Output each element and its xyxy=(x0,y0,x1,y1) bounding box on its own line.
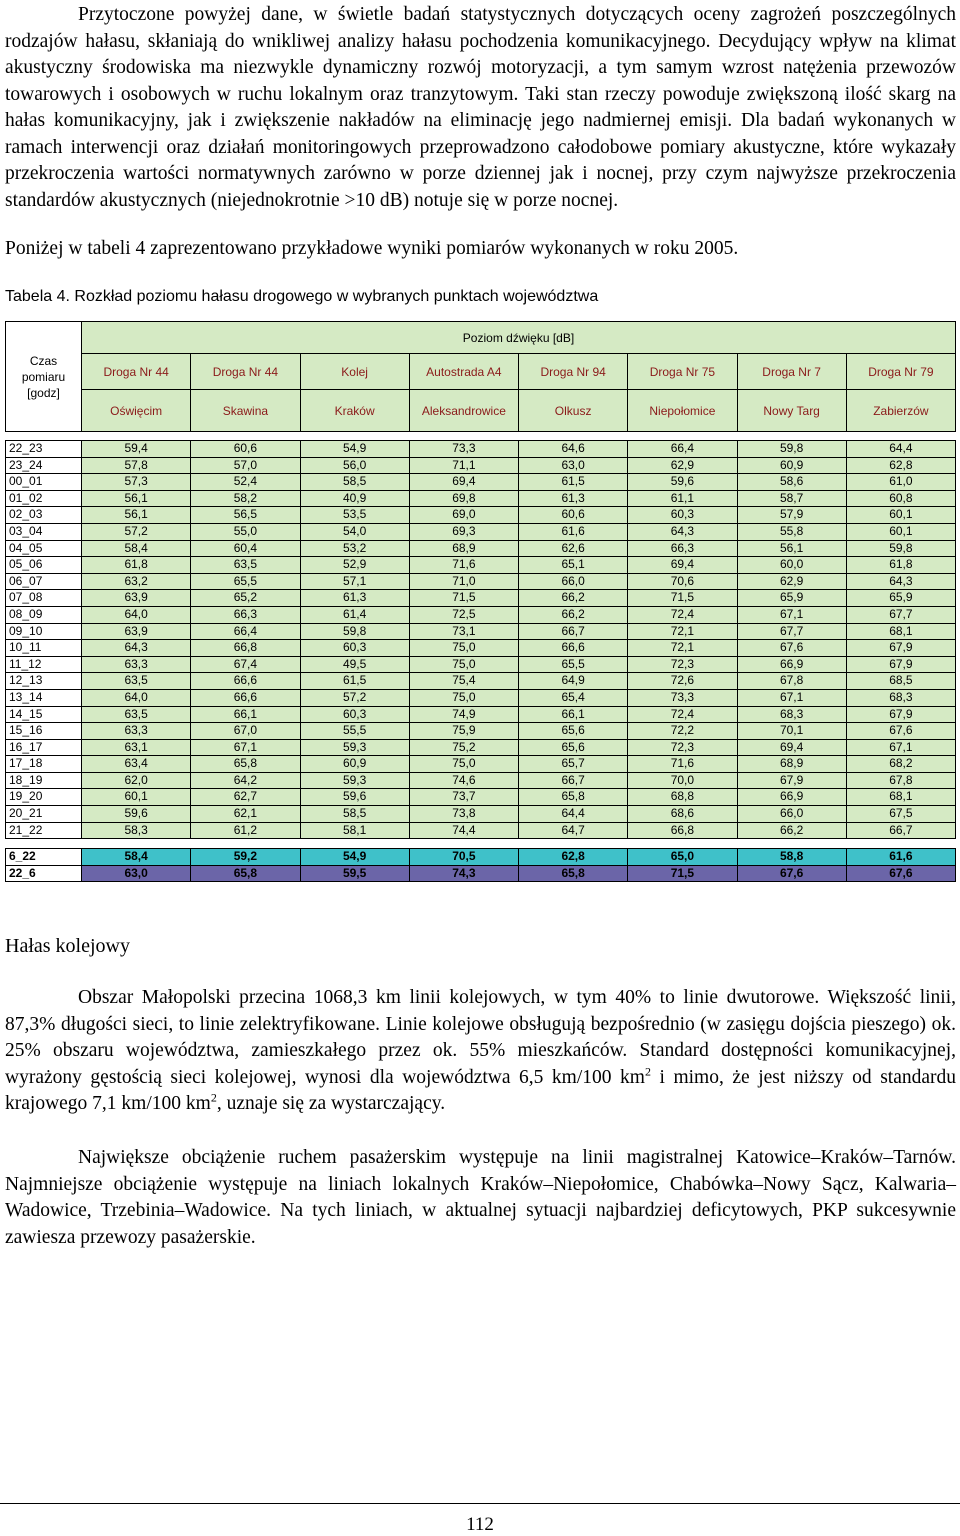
noise-value-cell: 59,6 xyxy=(628,474,737,491)
city-header: Skawina xyxy=(191,390,300,432)
noise-value-cell: 66,0 xyxy=(519,573,628,590)
noise-value-cell: 74,6 xyxy=(409,772,518,789)
noise-value-cell: 66,3 xyxy=(191,606,300,623)
noise-value-cell: 68,1 xyxy=(846,623,955,640)
footer-divider xyxy=(0,1503,960,1504)
noise-value-cell: 68,8 xyxy=(628,789,737,806)
noise-level-table xyxy=(5,321,956,882)
summary-value-cell: 74,3 xyxy=(409,865,518,882)
noise-value-cell: 71,0 xyxy=(409,573,518,590)
table-row xyxy=(6,623,956,640)
noise-value-cell: 67,6 xyxy=(737,640,846,657)
noise-value-cell: 58,3 xyxy=(82,822,191,839)
noise-value-cell: 66,0 xyxy=(737,806,846,823)
noise-value-cell: 53,2 xyxy=(300,540,409,557)
noise-value-cell: 63,4 xyxy=(82,756,191,773)
noise-value-cell: 60,6 xyxy=(519,507,628,524)
time-interval-cell: 00_01 xyxy=(6,474,82,491)
noise-value-cell: 63,9 xyxy=(82,623,191,640)
road-header: Droga Nr 44 xyxy=(191,354,300,390)
time-interval-cell: 08_09 xyxy=(6,606,82,623)
noise-value-cell: 61,8 xyxy=(82,557,191,574)
noise-value-cell: 66,7 xyxy=(519,623,628,640)
summary-value-cell: 63,0 xyxy=(82,865,191,882)
noise-value-cell: 66,9 xyxy=(737,656,846,673)
noise-value-cell: 59,4 xyxy=(82,441,191,458)
noise-value-cell: 71,5 xyxy=(628,590,737,607)
table-row xyxy=(6,772,956,789)
table-row xyxy=(6,540,956,557)
noise-value-cell: 69,8 xyxy=(409,490,518,507)
time-interval-cell: 22_23 xyxy=(6,441,82,458)
noise-value-cell: 57,1 xyxy=(300,573,409,590)
noise-value-cell: 63,3 xyxy=(82,656,191,673)
noise-value-cell: 63,1 xyxy=(82,739,191,756)
page-number: 112 xyxy=(466,1514,494,1535)
road-header: Droga Nr 75 xyxy=(628,354,737,390)
noise-value-cell: 72,4 xyxy=(628,606,737,623)
road-header: Droga Nr 94 xyxy=(519,354,628,390)
summary-value-cell: 58,8 xyxy=(737,849,846,866)
noise-value-cell: 66,6 xyxy=(519,640,628,657)
noise-value-cell: 63,2 xyxy=(82,573,191,590)
table-spacer xyxy=(6,839,956,849)
noise-value-cell: 56,0 xyxy=(300,457,409,474)
noise-value-cell: 64,9 xyxy=(519,673,628,690)
noise-value-cell: 60,4 xyxy=(191,540,300,557)
noise-value-cell: 72,4 xyxy=(628,706,737,723)
noise-value-cell: 66,8 xyxy=(191,640,300,657)
noise-value-cell: 66,4 xyxy=(191,623,300,640)
noise-value-cell: 52,9 xyxy=(300,557,409,574)
noise-value-cell: 55,5 xyxy=(300,723,409,740)
summary-value-cell: 61,6 xyxy=(846,849,955,866)
noise-value-cell: 75,0 xyxy=(409,756,518,773)
noise-value-cell: 67,8 xyxy=(737,673,846,690)
noise-value-cell: 59,6 xyxy=(300,789,409,806)
noise-value-cell: 57,2 xyxy=(82,523,191,540)
summary-value-cell: 71,5 xyxy=(628,865,737,882)
noise-value-cell: 62,9 xyxy=(737,573,846,590)
summary-value-cell: 65,8 xyxy=(191,865,300,882)
noise-value-cell: 66,1 xyxy=(519,706,628,723)
noise-value-cell: 73,3 xyxy=(409,441,518,458)
noise-value-cell: 64,3 xyxy=(846,573,955,590)
time-header-line: [godz] xyxy=(27,385,60,400)
summary-period-cell: 22_6 xyxy=(6,865,82,882)
road-header: Droga Nr 44 xyxy=(82,354,191,390)
time-interval-cell: 05_06 xyxy=(6,557,82,574)
noise-value-cell: 73,8 xyxy=(409,806,518,823)
time-interval-cell: 12_13 xyxy=(6,673,82,690)
noise-value-cell: 52,4 xyxy=(191,474,300,491)
noise-value-cell: 57,8 xyxy=(82,457,191,474)
time-interval-cell: 20_21 xyxy=(6,806,82,823)
summary-value-cell: 70,5 xyxy=(409,849,518,866)
noise-value-cell: 65,8 xyxy=(519,789,628,806)
noise-value-cell: 63,0 xyxy=(519,457,628,474)
road-header: Droga Nr 7 xyxy=(737,354,846,390)
time-header xyxy=(6,322,82,432)
noise-value-cell: 72,3 xyxy=(628,739,737,756)
noise-value-cell: 58,2 xyxy=(191,490,300,507)
time-interval-cell: 04_05 xyxy=(6,540,82,557)
noise-value-cell: 67,9 xyxy=(846,706,955,723)
noise-value-cell: 64,2 xyxy=(191,772,300,789)
table-row xyxy=(6,806,956,823)
noise-value-cell: 69,4 xyxy=(628,557,737,574)
sound-level-header: Poziom dźwięku [dB] xyxy=(82,322,956,354)
table-row xyxy=(6,441,956,458)
table-row xyxy=(6,490,956,507)
table-row xyxy=(6,573,956,590)
noise-value-cell: 68,1 xyxy=(846,789,955,806)
noise-value-cell: 60,8 xyxy=(846,490,955,507)
superscript: 2 xyxy=(644,1064,651,1078)
road-header: Kolej xyxy=(300,354,409,390)
noise-value-cell: 67,8 xyxy=(846,772,955,789)
table-row xyxy=(6,673,956,690)
noise-value-cell: 71,1 xyxy=(409,457,518,474)
summary-value-cell: 59,2 xyxy=(191,849,300,866)
time-interval-cell: 21_22 xyxy=(6,822,82,839)
noise-value-cell: 72,1 xyxy=(628,623,737,640)
noise-value-cell: 61,0 xyxy=(846,474,955,491)
noise-value-cell: 57,2 xyxy=(300,689,409,706)
noise-value-cell: 73,1 xyxy=(409,623,518,640)
noise-value-cell: 58,4 xyxy=(82,540,191,557)
noise-value-cell: 65,6 xyxy=(519,723,628,740)
noise-value-cell: 49,5 xyxy=(300,656,409,673)
noise-value-cell: 59,8 xyxy=(846,540,955,557)
city-header: Zabierzów xyxy=(846,390,955,432)
noise-value-cell: 72,6 xyxy=(628,673,737,690)
summary-value-cell: 65,8 xyxy=(519,865,628,882)
noise-value-cell: 65,7 xyxy=(519,756,628,773)
noise-value-cell: 67,6 xyxy=(846,723,955,740)
noise-value-cell: 58,7 xyxy=(737,490,846,507)
time-header-line: Czas xyxy=(29,353,58,368)
section-title-rail-noise: Hałas kolejowy xyxy=(5,935,130,957)
noise-value-cell: 65,4 xyxy=(519,689,628,706)
noise-value-cell: 60,9 xyxy=(300,756,409,773)
summary-value-cell: 67,6 xyxy=(846,865,955,882)
table-row xyxy=(6,656,956,673)
noise-value-cell: 69,4 xyxy=(409,474,518,491)
noise-value-cell: 66,4 xyxy=(628,441,737,458)
summary-value-cell: 58,4 xyxy=(82,849,191,866)
noise-value-cell: 67,1 xyxy=(737,689,846,706)
summary-value-cell: 65,0 xyxy=(628,849,737,866)
noise-value-cell: 62,7 xyxy=(191,789,300,806)
noise-value-cell: 66,9 xyxy=(737,789,846,806)
summary-period-cell: 6_22 xyxy=(6,849,82,866)
noise-value-cell: 63,5 xyxy=(82,673,191,690)
city-header: Niepołomice xyxy=(628,390,737,432)
noise-value-cell: 72,5 xyxy=(409,606,518,623)
noise-value-cell: 64,4 xyxy=(846,441,955,458)
noise-value-cell: 59,8 xyxy=(737,441,846,458)
noise-value-cell: 56,1 xyxy=(82,507,191,524)
noise-value-cell: 61,1 xyxy=(628,490,737,507)
noise-value-cell: 65,5 xyxy=(519,656,628,673)
noise-value-cell: 60,3 xyxy=(300,706,409,723)
road-header: Droga Nr 79 xyxy=(846,354,955,390)
table-row xyxy=(6,457,956,474)
noise-value-cell: 67,9 xyxy=(737,772,846,789)
noise-value-cell: 58,1 xyxy=(300,822,409,839)
noise-value-cell: 66,1 xyxy=(191,706,300,723)
city-header: Aleksandrowice xyxy=(409,390,518,432)
noise-value-cell: 66,8 xyxy=(628,822,737,839)
noise-value-cell: 60,0 xyxy=(737,557,846,574)
summary-row-day xyxy=(6,849,956,866)
table-row xyxy=(6,590,956,607)
table-row xyxy=(6,557,956,574)
noise-value-cell: 68,5 xyxy=(846,673,955,690)
summary-value-cell: 62,8 xyxy=(519,849,628,866)
noise-value-cell: 68,9 xyxy=(737,756,846,773)
noise-value-cell: 56,1 xyxy=(737,540,846,557)
noise-value-cell: 71,6 xyxy=(409,557,518,574)
table-row xyxy=(6,706,956,723)
noise-value-cell: 60,9 xyxy=(737,457,846,474)
noise-value-cell: 67,7 xyxy=(846,606,955,623)
noise-value-cell: 75,0 xyxy=(409,689,518,706)
rail-p1-text-c: , uznaje się za wystarczający. xyxy=(216,1093,446,1114)
noise-value-cell: 74,4 xyxy=(409,822,518,839)
table-row xyxy=(6,723,956,740)
table-spacer xyxy=(6,432,956,441)
noise-value-cell: 55,0 xyxy=(191,523,300,540)
time-interval-cell: 19_20 xyxy=(6,789,82,806)
rail-paragraph-2: Największe obciążenie ruchem pasażerskim występuje na linii magistralnej Katowice–Kraków–Tarnów. Najmniejsze obciążenie występuje na liniach lokalnych Kraków–Niepołomice, Chabówka–Nowy Sącz, Kalwaria–Wadowice, Trzebinia–Wadowice. Na tych liniach, w aktualnej sytuacji najbardziej deficytowych, PKP sukcesywnie zawiesza przewozy pasażerskie. xyxy=(5,1147,956,1248)
noise-value-cell: 61,5 xyxy=(519,474,628,491)
time-interval-cell: 03_04 xyxy=(6,523,82,540)
noise-value-cell: 75,2 xyxy=(409,739,518,756)
table-row xyxy=(6,756,956,773)
city-header: Olkusz xyxy=(519,390,628,432)
noise-value-cell: 58,6 xyxy=(737,474,846,491)
noise-value-cell: 73,3 xyxy=(628,689,737,706)
noise-value-cell: 63,5 xyxy=(191,557,300,574)
time-interval-cell: 11_12 xyxy=(6,656,82,673)
noise-value-cell: 61,6 xyxy=(519,523,628,540)
noise-value-cell: 75,4 xyxy=(409,673,518,690)
time-interval-cell: 14_15 xyxy=(6,706,82,723)
noise-value-cell: 56,5 xyxy=(191,507,300,524)
superscript: 2 xyxy=(210,1090,217,1105)
noise-value-cell: 62,8 xyxy=(846,457,955,474)
table-row xyxy=(6,822,956,839)
noise-value-cell: 67,0 xyxy=(191,723,300,740)
noise-value-cell: 67,1 xyxy=(191,739,300,756)
noise-value-cell: 72,1 xyxy=(628,640,737,657)
noise-value-cell: 68,9 xyxy=(409,540,518,557)
time-interval-cell: 16_17 xyxy=(6,739,82,756)
table-row xyxy=(6,606,956,623)
noise-value-cell: 67,7 xyxy=(737,623,846,640)
noise-value-cell: 71,5 xyxy=(409,590,518,607)
table-row xyxy=(6,789,956,806)
noise-value-cell: 65,9 xyxy=(846,590,955,607)
noise-value-cell: 57,3 xyxy=(82,474,191,491)
city-header: Oświęcim xyxy=(82,390,191,432)
noise-value-cell: 66,2 xyxy=(737,822,846,839)
noise-value-cell: 59,8 xyxy=(300,623,409,640)
noise-value-cell: 65,8 xyxy=(191,756,300,773)
noise-value-cell: 68,3 xyxy=(846,689,955,706)
noise-value-cell: 63,5 xyxy=(82,706,191,723)
noise-value-cell: 60,3 xyxy=(300,640,409,657)
noise-value-cell: 75,0 xyxy=(409,640,518,657)
noise-value-cell: 74,9 xyxy=(409,706,518,723)
noise-value-cell: 59,3 xyxy=(300,772,409,789)
noise-value-cell: 75,9 xyxy=(409,723,518,740)
noise-value-cell: 59,3 xyxy=(300,739,409,756)
noise-value-cell: 71,6 xyxy=(628,756,737,773)
noise-value-cell: 69,3 xyxy=(409,523,518,540)
noise-value-cell: 72,2 xyxy=(628,723,737,740)
table-row xyxy=(6,507,956,524)
noise-value-cell: 67,5 xyxy=(846,806,955,823)
noise-value-cell: 64,6 xyxy=(519,441,628,458)
noise-value-cell: 66,2 xyxy=(519,590,628,607)
noise-value-cell: 61,3 xyxy=(519,490,628,507)
table-row xyxy=(6,474,956,491)
noise-value-cell: 58,5 xyxy=(300,806,409,823)
noise-value-cell: 68,6 xyxy=(628,806,737,823)
noise-value-cell: 70,6 xyxy=(628,573,737,590)
time-interval-cell: 02_03 xyxy=(6,507,82,524)
noise-value-cell: 57,9 xyxy=(737,507,846,524)
noise-value-cell: 60,3 xyxy=(628,507,737,524)
noise-value-cell: 67,1 xyxy=(737,606,846,623)
noise-value-cell: 73,7 xyxy=(409,789,518,806)
time-interval-cell: 18_19 xyxy=(6,772,82,789)
noise-value-cell: 60,6 xyxy=(191,441,300,458)
time-interval-cell: 17_18 xyxy=(6,756,82,773)
noise-value-cell: 58,5 xyxy=(300,474,409,491)
noise-value-cell: 69,4 xyxy=(737,739,846,756)
noise-value-cell: 64,4 xyxy=(519,806,628,823)
time-interval-cell: 09_10 xyxy=(6,623,82,640)
noise-value-cell: 55,8 xyxy=(737,523,846,540)
intro-paragraph-table-ref: Poniżej w tabeli 4 zaprezentowano przykładowe wyniki pomiarów wykonanych w roku 2005. xyxy=(5,238,739,259)
noise-value-cell: 40,9 xyxy=(300,490,409,507)
noise-value-cell: 64,3 xyxy=(628,523,737,540)
noise-value-cell: 65,9 xyxy=(737,590,846,607)
noise-value-cell: 75,0 xyxy=(409,656,518,673)
time-interval-cell: 06_07 xyxy=(6,573,82,590)
table-caption: Tabela 4. Rozkład poziomu hałasu drogowego w wybranych punktach województwa xyxy=(5,288,599,305)
noise-value-cell: 66,3 xyxy=(628,540,737,557)
noise-value-cell: 60,1 xyxy=(846,507,955,524)
noise-value-cell: 66,6 xyxy=(191,689,300,706)
rail-p1-text-b: i mimo, że jest niższy od standardu krajowego 7,1 km/100 km xyxy=(5,1066,957,1114)
noise-value-cell: 68,2 xyxy=(846,756,955,773)
noise-value-cell: 67,1 xyxy=(846,739,955,756)
noise-value-cell: 61,5 xyxy=(300,673,409,690)
noise-value-cell: 57,0 xyxy=(191,457,300,474)
noise-value-cell: 61,3 xyxy=(300,590,409,607)
table-row xyxy=(6,689,956,706)
time-interval-cell: 15_16 xyxy=(6,723,82,740)
time-interval-cell: 01_02 xyxy=(6,490,82,507)
noise-value-cell: 70,1 xyxy=(737,723,846,740)
summary-row-night xyxy=(6,865,956,882)
noise-value-cell: 70,0 xyxy=(628,772,737,789)
time-header-line: pomiaru xyxy=(21,369,66,384)
noise-value-cell: 59,6 xyxy=(82,806,191,823)
noise-value-cell: 56,1 xyxy=(82,490,191,507)
time-interval-cell: 10_11 xyxy=(6,640,82,657)
noise-value-cell: 66,7 xyxy=(519,772,628,789)
noise-value-cell: 67,4 xyxy=(191,656,300,673)
table-row xyxy=(6,640,956,657)
noise-value-cell: 62,1 xyxy=(191,806,300,823)
summary-value-cell: 67,6 xyxy=(737,865,846,882)
noise-value-cell: 64,0 xyxy=(82,606,191,623)
noise-value-cell: 60,1 xyxy=(846,523,955,540)
noise-value-cell: 63,3 xyxy=(82,723,191,740)
noise-value-cell: 54,0 xyxy=(300,523,409,540)
noise-value-cell: 69,0 xyxy=(409,507,518,524)
noise-value-cell: 61,8 xyxy=(846,557,955,574)
noise-value-cell: 64,0 xyxy=(82,689,191,706)
table-row xyxy=(6,739,956,756)
noise-value-cell: 60,1 xyxy=(82,789,191,806)
table-row xyxy=(6,523,956,540)
noise-value-cell: 68,3 xyxy=(737,706,846,723)
noise-value-cell: 66,7 xyxy=(846,822,955,839)
time-interval-cell: 23_24 xyxy=(6,457,82,474)
noise-table-container xyxy=(5,321,956,882)
noise-value-cell: 66,2 xyxy=(519,606,628,623)
rail-paragraph-1 xyxy=(5,985,956,1118)
rail-p1-text-a: Obszar Małopolski przecina 1068,3 km linii kolejowych, w tym 40% to linie dwutorowe. Większość linii, 87,3% długości sieci, to linie zelektryfikowane. Linie kolejowe obsługują bezpośrednio (w zasięgu dojścia pieszego) ok. 25% obszaru województwa, zamieszkałego przez ok. 55% mieszkańców. Standard dostępności komunikacyjnej, wyrażony gęstością sieci kolejowej, wynosi dla województwa 6,5 km/100 km xyxy=(5,987,956,1088)
noise-value-cell: 72,3 xyxy=(628,656,737,673)
summary-value-cell: 59,5 xyxy=(300,865,409,882)
intro-paragraph: Przytoczone powyżej dane, w świetle badań statystycznych dotyczących oceny zagrożeń poszczególnych rodzajów hałasu, skłaniają do wnikliwej analizy hałasu pochodzenia komunikacyjnego. Decydujący wpływ na klimat akustyczny środowiska ma niezwykle dynamiczny rozwój motoryzacji, a tym samym wzrost natężenia przewozów towarowych i osobowych w ruchu lokalnym oraz tranzytowym. Taki stan rzeczy powoduje zwiększoną ilość skarg na hałas komunikacyjny, jak i zwiększenie nakładów na eliminację jego nadmiernej emisji. Dla badań wykonanych w ramach interwencji oraz działań monitoringowych przeprowadzono całodobowe pomiary akustyczne, które wykazały przekroczenia wartości normatywnych zarówno w porze dziennej jak i nocnej, przy czym najwyższe przekroczenia standardów akustycznych (niejednokrotnie >10 dB) notuje się w porze nocnej. xyxy=(5,4,956,211)
noise-value-cell: 64,3 xyxy=(82,640,191,657)
noise-value-cell: 65,5 xyxy=(191,573,300,590)
noise-value-cell: 66,6 xyxy=(191,673,300,690)
noise-value-cell: 61,2 xyxy=(191,822,300,839)
noise-value-cell: 54,9 xyxy=(300,441,409,458)
noise-value-cell: 61,4 xyxy=(300,606,409,623)
noise-value-cell: 62,9 xyxy=(628,457,737,474)
city-header: Kraków xyxy=(300,390,409,432)
time-interval-cell: 13_14 xyxy=(6,689,82,706)
noise-value-cell: 65,1 xyxy=(519,557,628,574)
noise-value-cell: 62,6 xyxy=(519,540,628,557)
noise-value-cell: 65,6 xyxy=(519,739,628,756)
road-header: Autostrada A4 xyxy=(409,354,518,390)
noise-value-cell: 63,9 xyxy=(82,590,191,607)
noise-value-cell: 67,9 xyxy=(846,656,955,673)
noise-value-cell: 53,5 xyxy=(300,507,409,524)
time-interval-cell: 07_08 xyxy=(6,590,82,607)
noise-value-cell: 65,2 xyxy=(191,590,300,607)
noise-value-cell: 62,0 xyxy=(82,772,191,789)
city-header: Nowy Targ xyxy=(737,390,846,432)
summary-value-cell: 54,9 xyxy=(300,849,409,866)
noise-value-cell: 67,9 xyxy=(846,640,955,657)
noise-value-cell: 64,7 xyxy=(519,822,628,839)
